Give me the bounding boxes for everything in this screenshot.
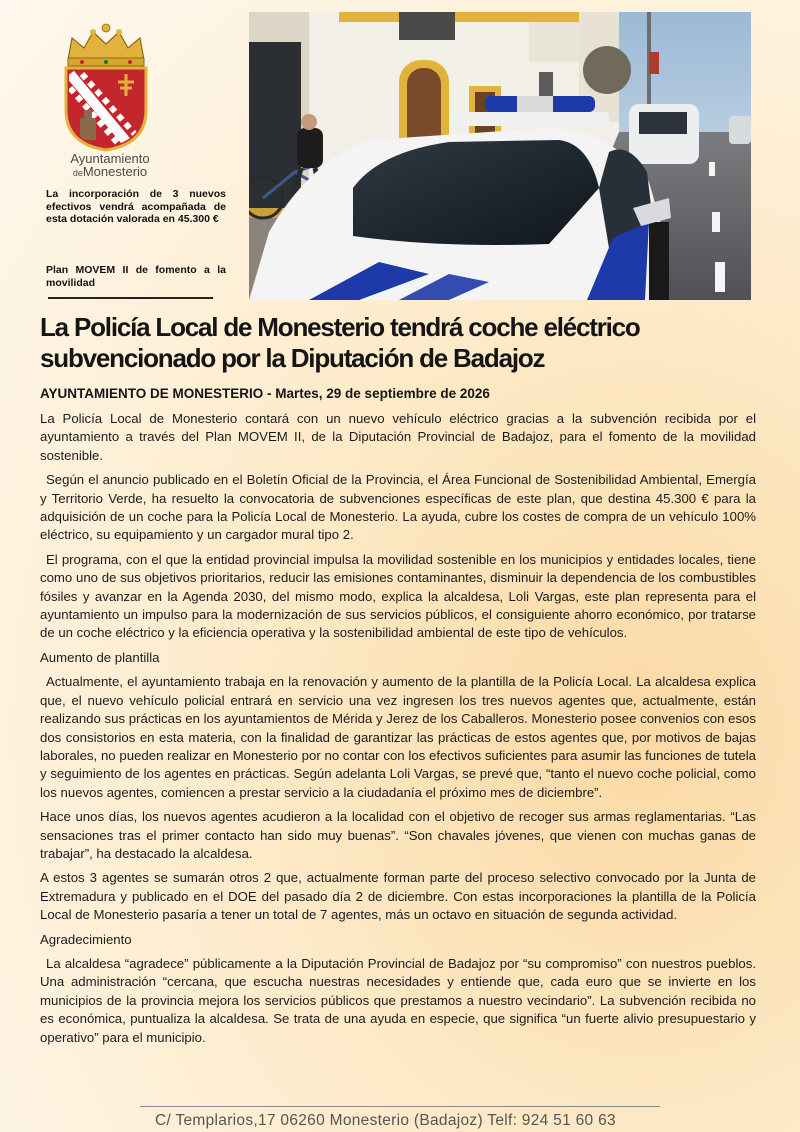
footer-address: C/ Templarios,17 06260 Monesterio (Badajoz) Telf: 924 51 60 63 <box>155 1112 616 1129</box>
section-heading: Agradecimiento <box>40 931 132 947</box>
paragraph: Según el anuncio publicado en el Boletín Oficial de la Provincia, el Área Funcional de Sostenibilidad Ambiental, Emergía y Territorio Verde, ha resuelto la convocatoria de subvenciones específicas de este plan, que destina 45.300 € para la adquisición de un coche para la Policía Local de Monesterio. La ayuda, cubre los costes de compra de un vehículo 100% eléctrico, su equipamiento y un cargador mural tipo 2. <box>40 472 756 543</box>
summary-note: La incorporación de 3 nuevos efectivos vendrá acompañada de esta dotación valorada en 45.300 € <box>46 188 226 225</box>
paragraph: El programa, con el que la entidad provincial impulsa la movilidad sostenible en los municipios y entidades locales, tiene como uno de sus objetivos prioritarios, reducir las emisiones contaminantes, disminuir la dependencia de los combustibles fósiles y avanzar en la Agenda 2030, del mismo modo, explica la alcaldesa, Loli Vargas, este plan representa para el ayuntamiento un impulso para la modernización de sus servicios públicos, el consiguiente ahorro económico, por tratarse de un coche eléctrico y la eficiencia operativa y la sostenibilidad ambiental de este tipo de vehículos. <box>40 551 756 641</box>
paragraph: La Policía Local de Monesterio contará con un nuevo vehículo eléctrico gracias a la subvención recibida por el ayuntamiento a través del Plan MOVEM II, de la Diputación Provincial de Badajoz, para el fomento de la movilidad sostenible. <box>40 411 756 463</box>
police-car-photo <box>249 12 751 300</box>
paragraph: La alcaldesa “agradece” públicamente a la Diputación Provincial de Badajoz por “su compromiso” con nuestros pueblos. Una administración “cercana, que escucha nuestras necesidades y entiende que, cada euro que se invierte en los municipios de la provincia mejora los servicios públicos que prestamos a nuestro vecindario”. La subvención recibida no es económica, puntualiza la alcaldesa. Se trata de una ayuda en especie, que significa “un fuerte alivio presupuestario y operativo” para el municipio. <box>40 955 756 1045</box>
footer-divider <box>140 1106 660 1107</box>
article-byline: AYUNTAMIENTO DE MONESTERIO - Martes, 29 de septiembre de 2026 <box>40 386 490 401</box>
paragraph: A estos 3 agentes se sumarán otros 2 que, actualmente forman parte del proceso selectivo convocado por la Junta de Extremadura y publicado en el DOE del pasado día 2 de diciembre. Con estas incorporaciones la plantilla de la Policía Local de Monesterio pasaría a tener un total de 7 agentes, más un octavo en situación de segunda actividad. <box>40 870 756 923</box>
brand-line-1: Ayuntamiento <box>70 151 150 166</box>
brand-preposition: de <box>72 168 83 178</box>
municipality-brand <box>50 152 170 180</box>
plan-note: Plan MOVEM II de fomento a la movilidad <box>46 264 226 289</box>
article-title: La Policía Local de Monesterio tendrá coche eléctrico subvencionado por la Diputación de Badajoz <box>40 312 640 373</box>
article-body <box>40 410 756 1053</box>
paragraph: Hace unos días, los nuevos agentes acudieron a la localidad con el objetivo de recoger sus armas reglamentarias. “Las sensaciones tras el primer contacto han sido muy buenas”. “Son chavales jóvenes, que vienen con muchas ganas de trabajar”, ha destacado la alcaldesa. <box>40 809 756 861</box>
coat-of-arms-logo <box>60 22 152 152</box>
sidebar-divider <box>48 297 213 299</box>
section-heading: Aumento de plantilla <box>40 649 160 665</box>
brand-line-2: Monesterio <box>82 164 148 179</box>
paragraph: Actualmente, el ayuntamiento trabaja en la renovación y aumento de la plantilla de la Policía Local. La alcaldesa explica que, el nuevo vehículo policial entrará en servicio una vez ingresen los tres nuevos agentes que, actualmente, están realizando sus prácticas en los ayuntamientos de Mérida y Jerez de los Caballeros. Monesterio posee convenios con esos dos consistorios en esta materia, con la finalidad de garantizar las prácticas de estos agentes que, por motivos de bajas laborales, no pueden realizar en Monesterio por no contar con los efectivos suficientes para asumir las funciones de tutela y seguimiento de los agentes en prácticas. Según adelanta Loli Vargas, se prevé que, “tanto el nuevo coche policial, como los nuevos agentes, comiencen a prestar servicio a la ciudadanía el próximo mes de diciembre”. <box>40 674 756 800</box>
